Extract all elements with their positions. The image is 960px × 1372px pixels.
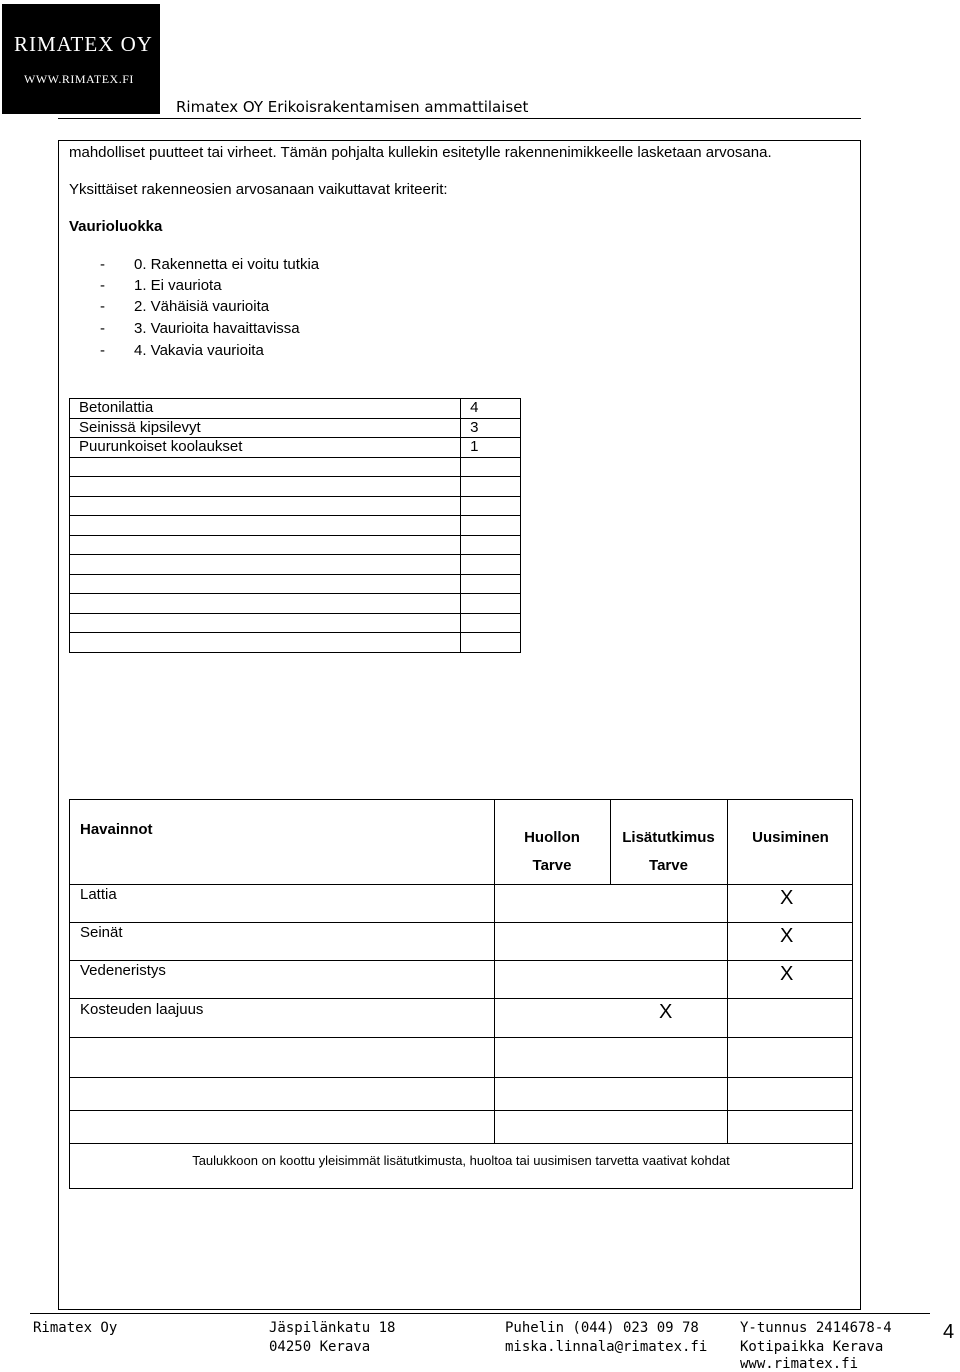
structure-name: Seinissä kipsilevyt <box>70 418 461 438</box>
header-tagline: Rimatex OY Erikoisrakentamisen ammattilaiset <box>176 98 529 116</box>
class-item: - 0. Rakennetta ei voitu tutkia <box>100 256 320 273</box>
class-item-text: 3. Vaurioita havaittavissa <box>134 320 300 337</box>
structure-rating <box>461 555 521 575</box>
table-row <box>70 535 521 555</box>
structure-rating: 4 <box>461 399 521 419</box>
row-divider <box>70 1037 852 1038</box>
structure-rating <box>461 594 521 614</box>
class-item-text: 1. Ei vauriota <box>134 277 222 294</box>
structure-name: Puurunkoiset koolaukset <box>70 438 461 458</box>
structure-rating <box>461 477 521 497</box>
header-renewal: Uusiminen <box>752 829 829 846</box>
table-row <box>70 633 521 653</box>
intro-line-1: mahdolliset puutteet tai virheet. Tämän pohjalta kullekin esitetylle rakennenimikkeelle lasketaan arvosana. <box>69 144 772 161</box>
class-item: - 2. Vähäisiä vaurioita <box>100 298 270 315</box>
header-observations: Havainnot <box>80 821 153 838</box>
structure-name <box>70 457 461 477</box>
footer-business-id: Y-tunnus 2414678-4 <box>740 1320 892 1336</box>
footer-domicile: Kotipaikka Kerava <box>740 1339 884 1355</box>
structure-name <box>70 535 461 555</box>
table-row <box>70 594 521 614</box>
structure-name <box>70 555 461 575</box>
row-divider <box>70 1077 852 1078</box>
structure-name <box>70 613 461 633</box>
header-further-study: Lisätutkimus <box>622 829 715 846</box>
table-row <box>70 477 521 497</box>
footer-website: www.rimatex.fi <box>740 1356 859 1372</box>
company-logo <box>2 4 160 114</box>
table-row <box>70 496 521 516</box>
observation-label: Vedeneristys <box>80 962 166 979</box>
structure-name <box>70 516 461 536</box>
structure-name <box>70 574 461 594</box>
footer-phone: Puhelin (044) 023 09 78 <box>505 1320 699 1336</box>
structure-rating <box>461 535 521 555</box>
header-rule <box>58 118 861 119</box>
footer-postal: 04250 Kerava <box>269 1339 371 1355</box>
observation-label: Seinät <box>80 924 123 941</box>
header-maintenance: Huollon <box>524 829 580 846</box>
structure-rating <box>461 574 521 594</box>
rating-table <box>69 398 521 653</box>
table-row <box>70 399 521 419</box>
further-study-mark: X <box>659 1001 673 1023</box>
observations-table <box>69 799 853 1189</box>
structure-rating <box>461 516 521 536</box>
structure-rating <box>461 613 521 633</box>
footer-email: miska.linnala@rimatex.fi <box>505 1339 708 1355</box>
page-number: 4 <box>943 1321 955 1343</box>
table-caption: Taulukkoon on koottu yleisimmät lisätutkimusta, huoltoa tai uusimisen tarvetta vaativat kohdat <box>192 1153 730 1168</box>
row-divider <box>70 960 852 961</box>
class-item: - 1. Ei vauriota <box>100 277 222 294</box>
table-row <box>70 555 521 575</box>
structure-rating <box>461 496 521 516</box>
column-divider <box>727 800 728 1143</box>
row-divider <box>70 1110 852 1111</box>
renewal-mark: X <box>780 887 794 909</box>
class-item-text: 4. Vakavia vaurioita <box>134 342 264 359</box>
structure-rating: 1 <box>461 438 521 458</box>
table-row <box>70 418 521 438</box>
structure-rating: 3 <box>461 418 521 438</box>
row-divider <box>70 884 852 885</box>
renewal-mark: X <box>780 925 794 947</box>
structure-name <box>70 496 461 516</box>
class-item: - 4. Vakavia vaurioita <box>100 342 264 359</box>
renewal-mark: X <box>780 963 794 985</box>
row-divider <box>70 998 852 999</box>
logo-url: WWW.RIMATEX.FI <box>24 72 134 86</box>
table-row <box>70 438 521 458</box>
structure-name <box>70 633 461 653</box>
header-further-study-need: Tarve <box>649 857 688 874</box>
footer-rule <box>30 1313 930 1314</box>
class-heading: Vaurioluokka <box>69 218 163 235</box>
structure-rating <box>461 633 521 653</box>
class-item-text: 0. Rakennetta ei voitu tutkia <box>134 256 320 273</box>
intro-line-2: Yksittäiset rakenneosien arvosanaan vaikuttavat kriteerit: <box>69 181 448 198</box>
column-divider <box>494 800 495 1143</box>
class-item-text: 2. Vähäisiä vaurioita <box>134 298 270 315</box>
table-row <box>70 457 521 477</box>
structure-name <box>70 594 461 614</box>
observation-label: Lattia <box>80 886 117 903</box>
structure-name <box>70 477 461 497</box>
row-divider <box>70 922 852 923</box>
logo-name: RIMATEX OY <box>14 32 153 56</box>
observation-label: Kosteuden laajuus <box>80 1001 204 1018</box>
footer-company: Rimatex Oy <box>33 1320 118 1336</box>
header-maintenance-need: Tarve <box>532 857 572 874</box>
table-row <box>70 516 521 536</box>
structure-name: Betonilattia <box>70 399 461 419</box>
row-divider <box>70 1143 852 1144</box>
class-item: - 3. Vaurioita havaittavissa <box>100 320 300 337</box>
table-row <box>70 613 521 633</box>
table-row <box>70 574 521 594</box>
structure-rating <box>461 457 521 477</box>
footer-street: Jäspilänkatu 18 <box>269 1320 396 1336</box>
